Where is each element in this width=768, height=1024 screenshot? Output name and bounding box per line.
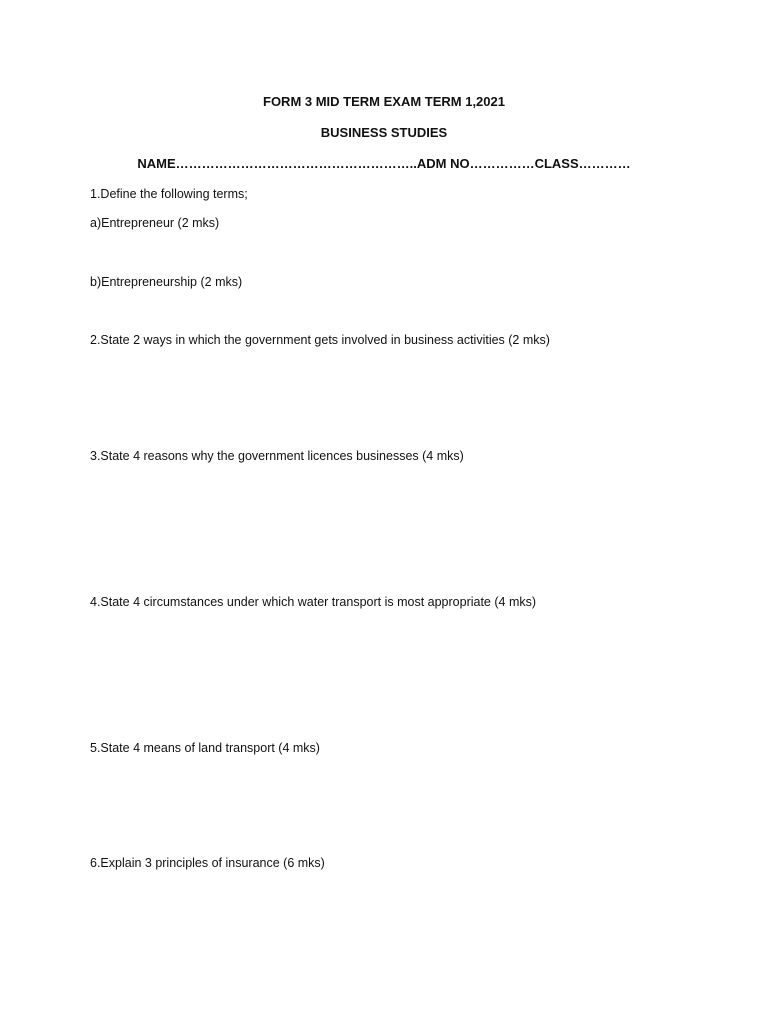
student-info-line: NAME………………………………………………..ADM NO……………CLASS………… <box>137 156 631 171</box>
exam-title: FORM 3 MID TERM EXAM TERM 1,2021 <box>263 94 505 109</box>
question-3: 3.State 4 reasons why the government licences businesses (4 mks) <box>90 449 464 463</box>
question-4: 4.State 4 circumstances under which water transport is most appropriate (4 mks) <box>90 595 537 609</box>
subject-title: BUSINESS STUDIES <box>320 125 448 140</box>
question-5: 5.State 4 means of land transport (4 mks) <box>90 741 320 755</box>
question-1a: a)Entrepreneur (2 mks) <box>90 216 220 230</box>
question-1b: b)Entrepreneurship (2 mks) <box>90 275 243 289</box>
question-2: 2.State 2 ways in which the government gets involved in business activities (2 mks) <box>90 333 550 347</box>
question-6: 6.Explain 3 principles of insurance (6 mks) <box>90 856 325 870</box>
question-1: 1.Define the following terms; <box>90 187 248 201</box>
